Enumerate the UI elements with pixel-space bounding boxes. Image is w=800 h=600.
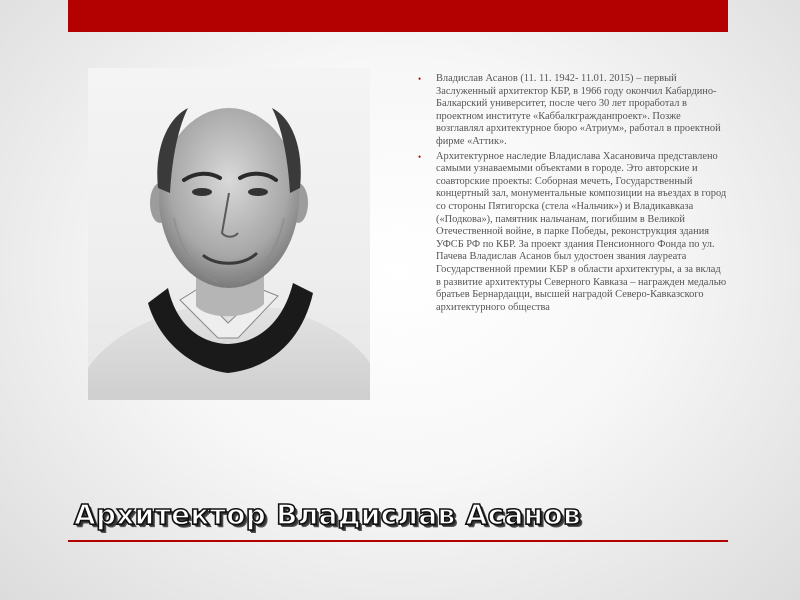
portrait-photo [88,68,370,400]
bullet-dot-icon: • [418,151,422,162]
slide-title: Архитектор Владислав Асанов [74,498,581,531]
bullet-list [418,73,728,314]
bullet-text: Архитектурное наследие Владислава Хасановича представлено самыми узнаваемыми объектами в городе. Это авторские и соавторские проекты: Соборная мечеть, Государственный концертный зал, монументальные композиции на въездах в город со стороны Пятигорска (стела «Нальчик») и Владикавказа («Подкова»), памятник нальчанам, погибшим в Великой Отечественной войне, в парке Победы, реконструкция здания УФСБ РФ по КБР. За проект здания Пенсионного Фонда по ул. Пачева Владислав Асанов был удостоен звания лауреата Государственной премии КБР в области архитектуры, а за вклад в развитие архитектуры Северного Кавказа – награжден медалью братьев Бернардацци, высшей наградой Северо-Кавказского архитектурного общества [436,150,727,313]
portrait-icon [88,68,370,400]
bullet-content [418,73,728,316]
bullet-dot-icon: • [418,74,422,84]
bullet-text: Владислав Асанов (11. 11. 1942- 11.01. 2015) – первый Заслуженный архитектор КБР, в 1966 году окончил Кабардино-Балкарский университет, после чего 30 лет проработал в проектном институте «Каббалкгражданпроект». Позже возглавлял архитектурное бюро «Атриум», работал в проектной фирме «Аттик». [436,73,721,147]
bullet-item-biography [418,73,728,149]
bullet-item-legacy [418,151,728,315]
top-accent-bar [68,0,728,32]
bottom-accent-line [68,540,728,542]
